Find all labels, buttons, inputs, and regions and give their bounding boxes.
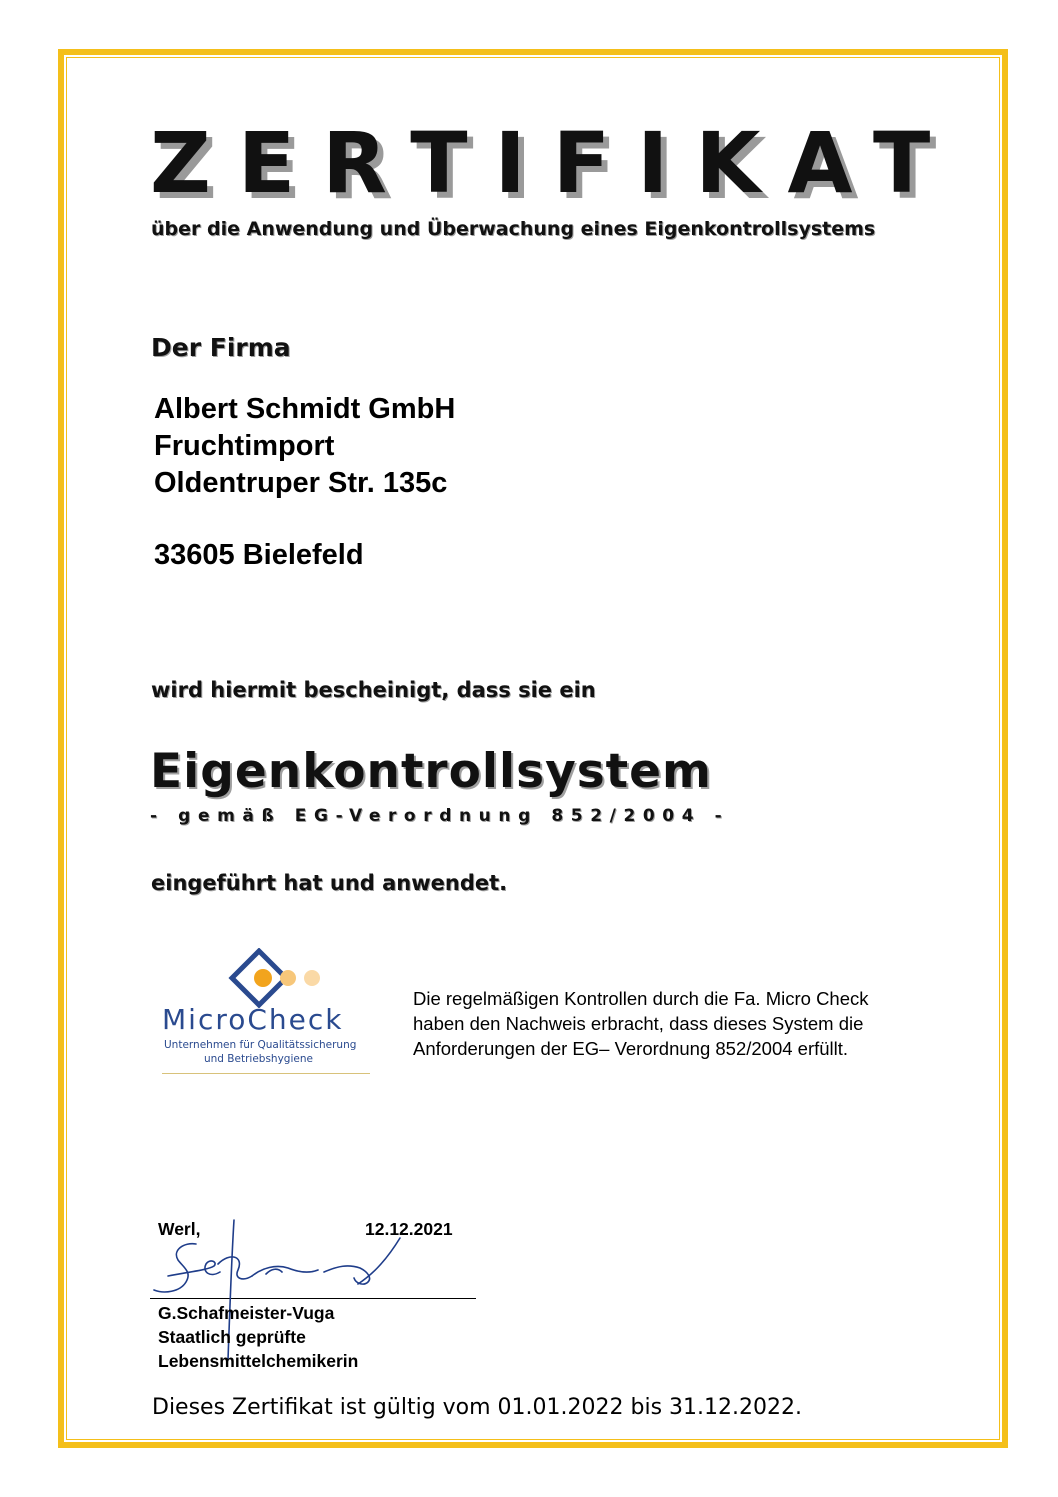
signer-title-2: Lebensmittelchemikerin (158, 1351, 359, 1371)
company-city: 33605 Bielefeld (154, 539, 364, 571)
control-statement-line: Anforderungen der EG– Verordnung 852/2004 erfüllt. (413, 1038, 849, 1059)
control-statement-line: Die regelmäßigen Kontrollen durch die Fa. Micro Check (413, 988, 869, 1009)
signature-place: Werl, (158, 1219, 201, 1239)
system-name: Eigenkontrollsystem (150, 744, 713, 799)
regulation-reference: - gemäß EG-Verordnung 852/2004 - (150, 806, 730, 826)
logo-tagline-2: und Betriebshygiene (204, 1053, 313, 1065)
validity-statement: Dieses Zertifikat ist gültig vom 01.01.2022 bis 31.12.2022. (152, 1395, 802, 1420)
certificate-title: ZERTIFIKAT (150, 114, 958, 212)
signature-date: 12.12.2021 (365, 1219, 453, 1239)
microcheck-logo-mark (160, 948, 375, 1008)
logo-dot-primary (254, 969, 272, 987)
firma-label: Der Firma (151, 333, 291, 362)
logo-dot-tertiary (304, 970, 320, 986)
company-line2: Fruchtimport (154, 430, 335, 462)
statement-outro: eingeführt hat und anwendet. (151, 871, 508, 895)
company-name: Albert Schmidt GmbH (154, 393, 456, 425)
logo-underline (162, 1073, 370, 1074)
logo-tagline-1: Unternehmen für Qualitätssicherung (164, 1039, 357, 1051)
signature-line (150, 1298, 476, 1299)
microcheck-logo (160, 948, 375, 1078)
logo-dot-secondary (280, 970, 296, 986)
control-statement (413, 986, 869, 1061)
control-statement-line: haben den Nachweis erbracht, dass dieses System die (413, 1013, 864, 1034)
company-street: Oldentruper Str. 135c (154, 467, 448, 499)
logo-wordmark: MicroCheck (162, 1003, 344, 1036)
certificate-subtitle: über die Anwendung und Überwachung eines Eigenkontrollsystems (151, 218, 876, 240)
signer-name: G.Schafmeister-Vuga (158, 1303, 335, 1323)
statement-intro: wird hiermit bescheinigt, dass sie ein (151, 678, 596, 702)
signer-title-1: Staatlich geprüfte (158, 1327, 306, 1347)
